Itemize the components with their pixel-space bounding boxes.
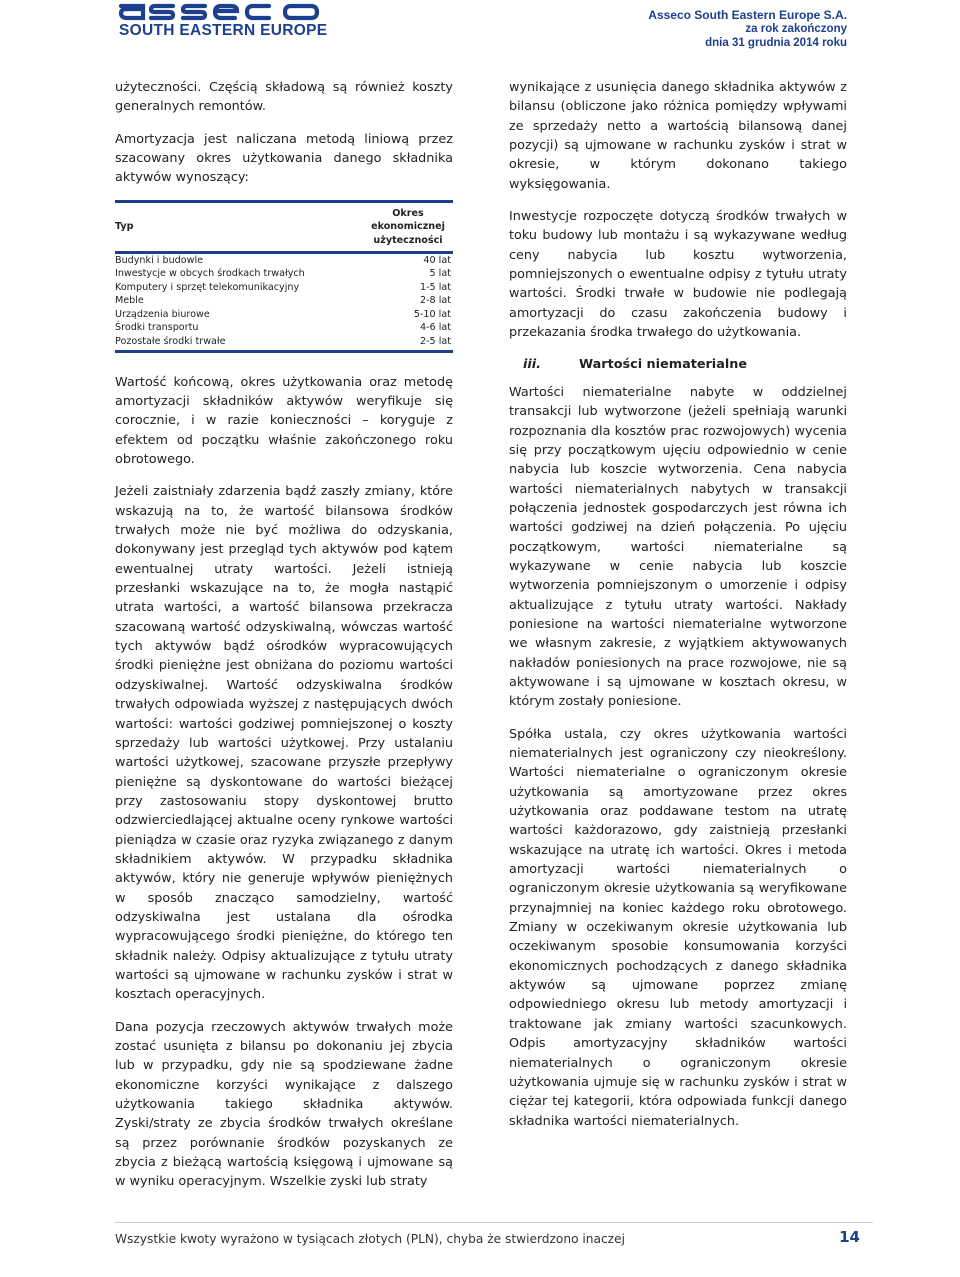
depreciation-table bbox=[115, 200, 453, 353]
cell-period: 4-6 lat bbox=[419, 322, 451, 334]
cell-type: Urządzenia biurowe bbox=[115, 308, 210, 320]
cell-type: Meble bbox=[115, 295, 144, 307]
table-row bbox=[115, 308, 453, 322]
footer-note: Wszystkie kwoty wyrażono w tysiącach złotych (PLN), chyba że stwierdzono inaczej bbox=[115, 1232, 625, 1246]
table-header-row bbox=[115, 201, 453, 252]
cell-type: Pozostałe środki trwałe bbox=[115, 335, 363, 351]
paragraph: Dana pozycja rzeczowych aktywów trwałych może zostać usunięta z bilansu po dokonaniu jej zbycia lub w przypadku, gdy nie są spodziewane żadne ekonomiczne korzyści wynikające z dalszego użytkowania takiego składnika aktywów. Zyski/straty ze zbycia środków trwałych określane są przez porównanie środków pozyskanych ze zbycia z bieżącą wartością księgową i ujmowane są w wyniku operacyjnym. Wszelkie zyski lub straty bbox=[115, 1019, 453, 1190]
paragraph: Wartości niematerialne nabyte w oddzielnej transakcji lub wytworzone (jeżeli spełniają warunki rozpoznania dla kosztów prac rozwojowych) wycenia się przy początkowym ujęciu odpowiednio w cenie nabycia lub koszcie wytworzenia. Cena nabycia wartości niematerialnych nabytych w transakcji połączenia jednostek gospodarczych jest równa ich wartości godziwej na dzień połączenia. Po ujęciu początkowym, wartości niematerialne są wykazywane w cenie nabycia lub koszcie wytworzenia pomniejszonym o umorzenie i odpisy aktualizujące z tytułu utraty wartości. Nakłady poniesione na wartości niematerialne wytworzone we własnym zakresie, z wyjątkiem aktywowanych nakładów poniesionych na prace rozwojowe, nie są aktywowane i są ujmowane w kosztach okresu, w którym zostały poniesione. bbox=[509, 384, 847, 710]
paragraph: Spółka ustala, czy okres użytkowania wartości niematerialnych jest ograniczony czy nieokreślony. Wartości niematerialne o ograniczonym okresie użytkowania są amortyzowane przez okres użytkowania oraz poddawane testom na utratę wartości każdorazowo, gdy zaistnieją przesłanki wskazujące na utratę ich wartości. Okres i metoda amortyzacji wartości niematerialnych o ograniczonym okresie użytkowania są weryfikowane przynajmniej na koniec każdego roku obrotowego. Zmiany w oczekiwanym okresie użytkowania lub oczekiwanym sposobie konsumowania korzyści ekonomicznych pochodzących z danego składnika aktywów są ujmowane poprzez zmianę odpowiedniego okresu lub metody amortyzacji i traktowane jak zmiany wartości szacunkowych. Odpis amortyzacyjny składników wartości niematerialnych o ograniczonym okresie użytkowania ujmuje się w rachunku zysków i strat w ciężar tej kategorii, która odpowiada funkcji danego składnika wartości niematerialnych. bbox=[509, 726, 847, 1129]
column-header-period: Okres ekonomicznej użyteczności bbox=[363, 201, 453, 252]
cell-type: Środki transportu bbox=[115, 322, 199, 334]
report-date: dnia 31 grudnia 2014 roku bbox=[705, 37, 847, 49]
report-period: za rok zakończony bbox=[745, 23, 847, 35]
table-row bbox=[115, 267, 453, 281]
cell-type: Komputery i sprzęt telekomunikacyjny bbox=[115, 281, 300, 293]
paragraph: Jeżeli zaistniały zdarzenia bądź zaszły zmiany, które wskazują na to, że wartość bilansowa środków trwałych może nie być możliwa do odzyskania, dokonywany jest przegląd tych aktywów pod kątem ewentualnej utraty wartości. Jeżeli istnieją przesłanki wskazujące na to, że mogła nastąpić utrata wartości, a wartość bilansowa przekracza szacowaną wartość odzyskiwalną, wówczas wartość tych aktywów bądź ośrodków wypracowujących środki pieniężne jest obniżana do poziomu wartości odzyskiwalnej. Wartość odzyskiwalna środków trwałych odpowiada wyższej z następujących dwóch wartości: wartości godziwej pomniejszonej o koszty sprzedaży lub wartości użytkowej. Przy ustalaniu wartości użytkowej, szacowane przyszłe przepływy pieniężne są dyskontowane do wartości bieżącej przy zastosowaniu stopy dyskontowej brutto odzwierciedlającej aktualne oceny rynkowe wartości pieniądza w czasie oraz ryzyka związanego z danym składnikiem aktywów. W przypadku składnika aktywów, który nie generuje wpływów pieniężnych w sposób znacząco samodzielny, wartość odzyskiwalna jest ustalana dla ośrodka wypracowującego środki pieniężne, do którego ten składnik należy. Odpisy aktualizujące z tytułu utraty wartości są ujmowane w rachunku zysków i strat w kosztach operacyjnych. bbox=[115, 484, 453, 1003]
left-column bbox=[115, 78, 453, 1205]
section-heading bbox=[509, 355, 847, 374]
right-column bbox=[509, 78, 847, 1144]
section-title: Wartości niematerialne bbox=[579, 357, 748, 373]
cell-period: 5-10 lat bbox=[413, 308, 451, 320]
page-number: 14 bbox=[839, 1228, 860, 1246]
table-row bbox=[115, 294, 453, 308]
report-header bbox=[648, 8, 847, 50]
footer-divider bbox=[115, 1222, 873, 1223]
paragraph: Wartość końcową, okres użytkowania oraz metodę amortyzacji składników aktywów weryfikuje się corocznie, i w razie konieczności – koryguje z efektem od początku właśnie zakończonego roku obrotowego. bbox=[115, 374, 453, 468]
cell-period: 1-5 lat bbox=[419, 281, 451, 293]
section-number: iii. bbox=[523, 357, 542, 373]
paragraph: Inwestycje rozpoczęte dotyczą środków trwałych w toku budowy lub montażu i są wykazywane według ceny nabycia lub kosztu wytworzenia, pomniejszonych o ewentualne odpisy z tytułu utraty wartości. Środki trwałe w budowie nie podlegają amortyzacji do czasu zakończenia budowy i przekazania środka trwałego do użytkowania. bbox=[509, 209, 847, 341]
table-row bbox=[115, 281, 453, 295]
table-row bbox=[115, 321, 453, 335]
cell-period: 5 lat bbox=[429, 268, 451, 280]
company-name: Asseco South Eastern Europe S.A. bbox=[648, 8, 847, 22]
table-row bbox=[115, 252, 453, 267]
logo-subtitle: SOUTH EASTERN EUROPE bbox=[119, 22, 328, 39]
cell-period: 40 lat bbox=[423, 254, 451, 266]
cell-period: 2-8 lat bbox=[419, 295, 451, 307]
cell-period: 2-5 lat bbox=[363, 335, 453, 351]
page-header bbox=[0, 0, 960, 48]
cell-type: Inwestycje w obcych środkach trwałych bbox=[115, 268, 305, 280]
paragraph: wynikające z usunięcia danego składnika aktywów z bilansu (obliczone jako różnica pomiędzy wpływami ze sprzedaży netto a wartością bilansową danej pozycji) są ujmowane w rachunku zysków i strat w okresie, w którym dokonano takiego wyksięgowania. bbox=[509, 80, 847, 192]
cell-type: Budynki i budowle bbox=[115, 254, 204, 266]
table-row bbox=[115, 335, 453, 351]
paragraph: Amortyzacja jest naliczana metodą liniową przez szacowany okres użytkowania danego składnika aktywów wynoszący: bbox=[115, 131, 453, 186]
column-header-type: Typ bbox=[115, 201, 363, 252]
paragraph: użyteczności. Częścią składową są również koszty generalnych remontów. bbox=[115, 80, 453, 115]
